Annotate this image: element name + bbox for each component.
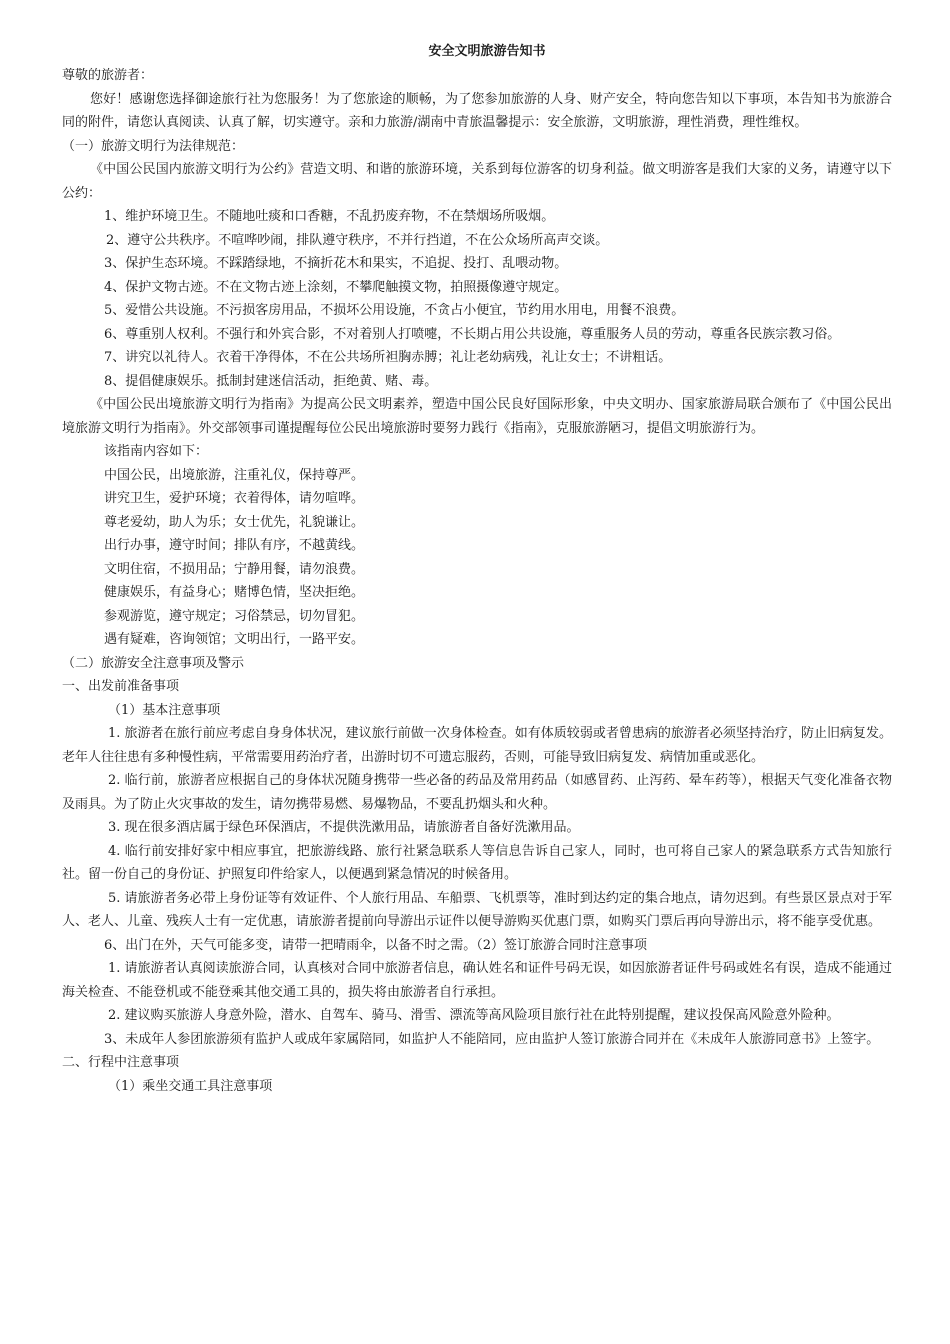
guide-line: 文明住宿，不损用品；宁静用餐，请勿浪费。 (104, 561, 365, 577)
guide-lead: 该指南内容如下： (104, 444, 209, 459)
precaution-item: 4. 临行前安排好家中相应事宜，把旅游线路、旅行社紧急联系人等信息告诉自己家人，同时，也可将自己家人的紧急联系方式告知旅行社。留一份自己的身份证、护照复印件给家人，以便遇到紧急情况的时候备用。 (62, 843, 892, 882)
convention-item: 3、保护生态环境。不踩踏绿地，不摘折花木和果实，不追捉、投打、乱喂动物。 (104, 256, 568, 271)
convention-item: 6、尊重别人权利。不强行和外宾合影，不对着别人打喷嚏，不长期占用公共设施，尊重服务人员的劳动，尊重各民族宗教习俗。 (104, 326, 841, 342)
intro-paragraph: 您好！感谢您选择御途旅行社为您服务！为了您旅途的顺畅，为了您参加旅游的人身、财产安全，特向您告知以下事项，本告知书为旅游合同的附件，请您认真阅读、认真了解，切实遵守。亲和力旅游/湖南中青旅温馨提示：安全旅游，文明旅游，理性消费，理性维权。 (62, 91, 892, 130)
contract-item: 2. 建议购买旅游人身意外险，潜水、自驾车、骑马、滑雪、漂流等高风险项目旅行社在此特别提醒，建议投保高风险意外险种。 (108, 1008, 840, 1023)
guide-line: 尊老爱幼，助人为乐；女士优先，礼貌谦让。 (104, 514, 365, 530)
greeting: 尊敬的旅游者： (62, 68, 154, 83)
convention-item: 7、讲究以礼待人。衣着干净得体，不在公共场所袒胸赤膊；礼让老幼病残，礼让女士；不讲粗话。 (104, 350, 672, 365)
section2-heading: （二）旅游安全注意事项及警示 (62, 655, 245, 671)
convention-item: 8、提倡健康娱乐。抵制封建迷信活动，拒绝黄、赌、毒。 (104, 373, 438, 389)
section1-heading: （一）旅游文明行为法律规范： (62, 138, 245, 154)
convention-item: 1、维护环境卫生。不随地吐痰和口香糖，不乱扔废弃物，不在禁烟场所吸烟。 (104, 209, 555, 224)
guide-line: 健康娱乐，有益身心；赌博色情，坚决拒绝。 (104, 585, 365, 600)
convention-intro: 《中国公民国内旅游文明行为公约》营造文明、和谐的旅游环境，关系到每位游客的切身利益。做文明游客是我们大家的义务，请遵守以下公约： (62, 162, 892, 201)
contract-item: 3、未成年人参团旅游须有监护人或成年家属陪同，如监护人不能陪同，应由监护人签订旅游合同并在《未成年人旅游同意书》上签字。 (104, 1031, 880, 1047)
guide-line: 出行办事，遵守时间；排队有序，不越黄线。 (104, 538, 365, 553)
precaution-item: 3. 现在很多酒店属于绿色环保酒店，不提供洗漱用品，请旅游者自备好洗漱用品。 (108, 820, 580, 835)
guide-line: 中国公民，出境旅游，注重礼仪，保持尊严。 (104, 467, 365, 483)
guide-intro: 《中国公民出境旅游文明行为指南》为提高公民文明素养，塑造中国公民良好国际形象，中央文明办、国家旅游局联合颁布了《中国公民出境旅游文明行为指南》。外交部领事司谨提醒每位公民出境旅游时要努力践行《指南》，克服旅游陋习，提倡文明旅游行为。 (62, 397, 892, 436)
guide-line: 参观游览，遵守规定；习俗禁忌，切勿冒犯。 (104, 608, 365, 624)
document-title: 安全文明旅游告知书 (428, 44, 546, 59)
precaution-item: 5. 请旅游者务必带上身份证等有效证件、个人旅行用品、车船票、飞机票等，准时到达约定的集合地点，请勿迟到。有些景区景点对于军人、老人、儿童、残疾人士有一定优惠，请旅游者提前向导游出示证件以便导游购买优惠门票，如购买门票后再向导游出示，将不能享受优惠。 (62, 890, 892, 929)
precaution-item: 6、出门在外，天气可能多变，请带一把晴雨伞，以备不时之需。（2）签订旅游合同时注意事项 (104, 937, 648, 953)
sub3-heading: （1）乘坐交通工具注意事项 (108, 1078, 273, 1094)
contract-item: 1. 请旅游者认真阅读旅游合同，认真核对合同中旅游者信息，确认姓名和证件号码无误，如因旅游者证件号码或姓名有误，造成不能通过海关检查、不能登机或不能登乘其他交通工具的，损失将由旅游者自行承担。 (62, 961, 892, 1000)
part1-heading: 一、出发前准备事项 (62, 679, 180, 694)
document-page (62, 40, 892, 1098)
convention-item: 2、遵守公共秩序。不喧哗吵闹，排队遵守秩序，不并行挡道，不在公众场所高声交谈。 (106, 232, 609, 248)
precaution-item: 2. 临行前，旅游者应根据自己的身体状况随身携带一些必备的药品及常用药品（如感冒药、止泻药、晕车药等），根据天气变化准备衣物及雨具。为了防止火灾事故的发生，请勿携带易燃、易爆物品，不要乱扔烟头和火种。 (62, 773, 892, 812)
precaution-item: 1. 旅游者在旅行前应考虑自身身体状况，建议旅行前做一次身体检查。如有体质较弱或者曾患病的旅游者必须坚持治疗，防止旧病复发。老年人往往患有多种慢性病，平常需要用药治疗者，出游时切不可遗忘服药，否则，可能导致旧病复发、病情加重或恶化。 (62, 726, 892, 765)
convention-item: 5、爱惜公共设施。不污损客房用品，不损坏公用设施，不贪占小便宜，节约用水用电，用餐不浪费。 (104, 303, 685, 318)
guide-line: 讲究卫生，爱护环境；衣着得体，请勿喧哗。 (104, 491, 365, 506)
sub1-heading: （1）基本注意事项 (108, 702, 221, 718)
guide-line: 遇有疑难，咨询领馆；文明出行，一路平安。 (104, 632, 365, 647)
convention-item: 4、保护文物古迹。不在文物古迹上涂刻，不攀爬触摸文物，拍照摄像遵守规定。 (104, 279, 568, 295)
part2-heading: 二、行程中注意事项 (62, 1055, 180, 1070)
